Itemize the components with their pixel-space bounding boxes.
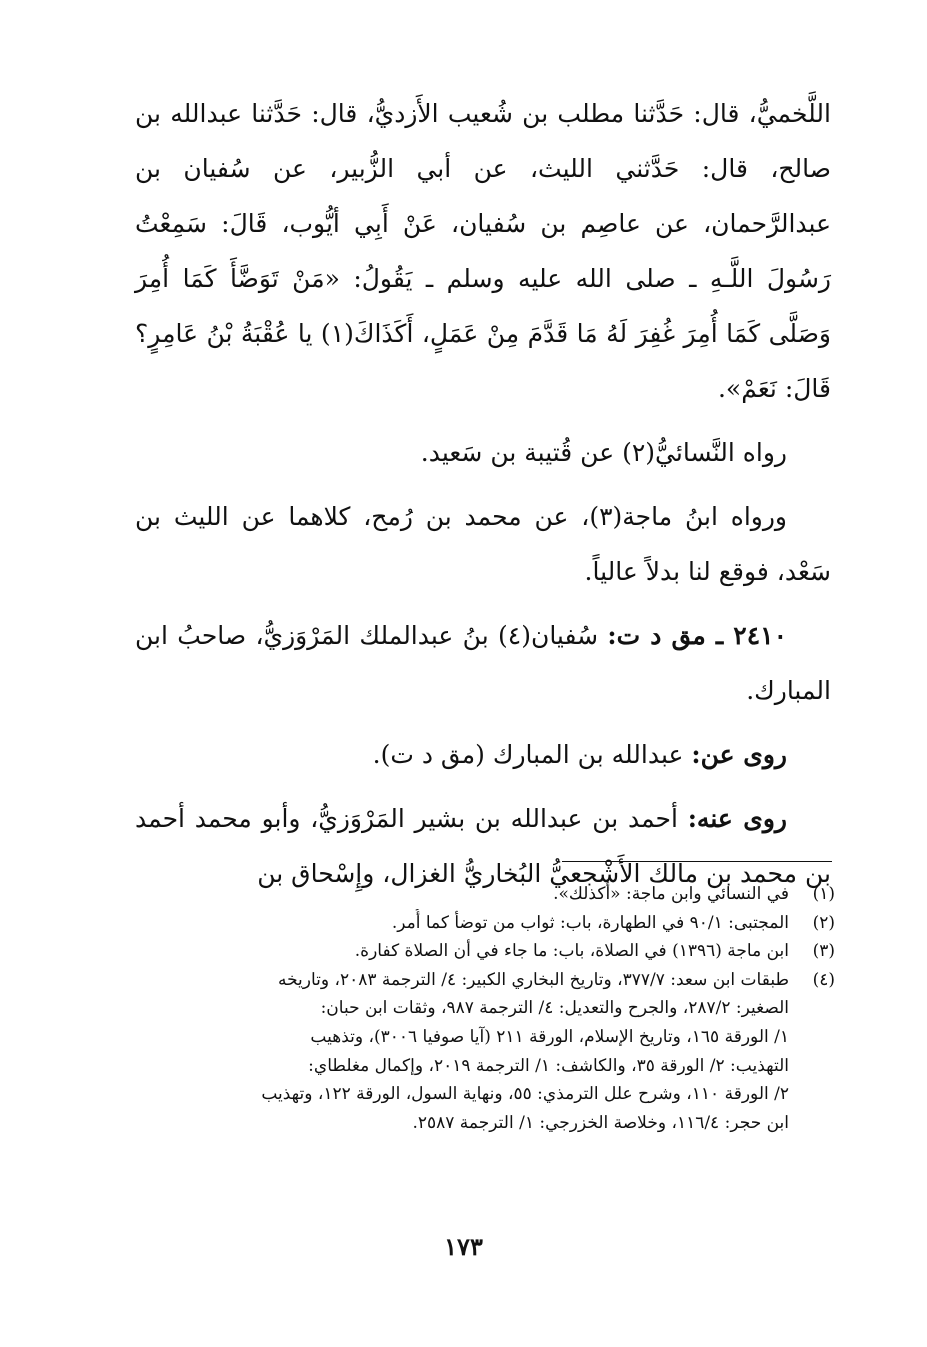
biography-entry (135, 608, 831, 718)
narrated-by-label: روى عنه: (687, 804, 787, 833)
hadith-paragraph: اللَّخميُّ، قال: حَدَّثنا مطلب بن شُعيب الأَزديُّ، قال: حَدَّثنا عبدالله بن صالح، قال: حَدَّثني الليث، عن أبي الزُّبير، عن سُفيان بن عبدالرَّحمان، عن عاصِم بن سُفيان، عَنْ أَبِي أيُّوب، قَالَ: سَمِعْتُ رَسُولَ اللَّـهِ ـ صلى الله عليه وسلم ـ يَقُولُ: «مَنْ تَوَضَّأَ كَمَا أُمِرَ وَصَلَّى كَمَا أُمِرَ غُفِرَ لَهُ مَا قَدَّمَ مِنْ عَمَلٍ، أَكَذَاكَ(١) يا عُقْبَةُ بْنُ عَامِرٍ؟ قَالَ: نَعَمْ». (135, 99, 832, 403)
footnote-number: (١) (812, 884, 835, 904)
footnote-line: الصغير: ٢٨٧/٢، والجرح والتعديل: ٤/ الترجمة ٩٨٧، وثقات ابن حبان: (320, 998, 789, 1019)
footnote-line: ابن ماجة (١٣٩٦) في الصلاة، باب: ما جاء في أن الصلاة كفارة. (354, 941, 789, 962)
footnote-text (135, 937, 789, 966)
footnote-line: التهذيب: ٢/ الورقة ٣٥، والكاشف: ١/ الترجمة ٢٠١٩، وإكمال مغلطاي: (308, 1055, 789, 1076)
footnotes (135, 880, 835, 1137)
footnote-separator (562, 861, 832, 862)
entry-number: ٢٤١٠ ـ مق د ت: (607, 621, 787, 650)
footnote-number: (٤) (812, 969, 835, 990)
narrated-from-text: عبدالله بن المبارك (مق د ت). (372, 740, 684, 769)
narrated-from (135, 727, 831, 782)
narrated-by-text: أحمد بن عبدالله بن بشير المَرْوَزيُّ، وأبو محمد أحمد بن محمد بن مالك الأَشْجعيُّ البُخاريُّ الغزال، وإِسْحاق بن (135, 804, 831, 888)
narrated-from-label: روى عن: (691, 740, 787, 769)
footnote-line: ٢/ الورقة ١١٠، وشرح علل الترمذي: ٥٥، ونهاية السول، الورقة ١٢٢، وتهذيب (261, 1084, 789, 1105)
footnote-text (135, 909, 789, 938)
footnote-line: ابن حجر: ١١٦/٤، وخلاصة الخزرجي: ١/ الترجمة ٢٥٨٧. (412, 1112, 789, 1133)
footnote-text (135, 966, 789, 1138)
footnote-number: (٢) (812, 912, 835, 933)
footnote-line: في النسائي وابن ماجة: «أكذلك». (553, 884, 789, 904)
footnote-line: ١/ الورقة ١٦٥، وتاريخ الإسلام، الورقة ٢١١ (آيا صوفيا ٣٠٠٦)، وتذهيب (310, 1026, 789, 1047)
footnote (135, 880, 835, 909)
footnote-text (135, 880, 789, 909)
footnote-line: المجتبى: ٩٠/١ في الطهارة، باب: ثواب من توضأ كما أُمر. (391, 912, 789, 933)
narration-ibn-majah: ورواه ابنُ ماجة(٣)، عن محمد بن رُمح، كلاهما عن الليث بن سَعْد، فوقع لنا بدلاً عالياً. (135, 502, 831, 586)
narration-nasai: رواه النَّسائيُّ(٢) عن قُتيبة بن سَعيد. (420, 438, 787, 467)
footnote (135, 966, 835, 1138)
main-text (135, 86, 831, 910)
footnote-number: (٣) (812, 941, 835, 962)
footnote (135, 909, 835, 938)
footnote (135, 937, 835, 966)
footnote-line: طبقات ابن سعد: ٣٧٧/٧، وتاريخ البخاري الكبير: ٤/ الترجمة ٢٠٨٣، وتاريخه (277, 969, 789, 990)
entry-name: سُفيان(٤) بنُ عبدالملك المَرْوَزيُّ، صاحبُ ابن المبارك. (135, 621, 831, 705)
page-number: ١٧٣ (444, 1232, 483, 1261)
